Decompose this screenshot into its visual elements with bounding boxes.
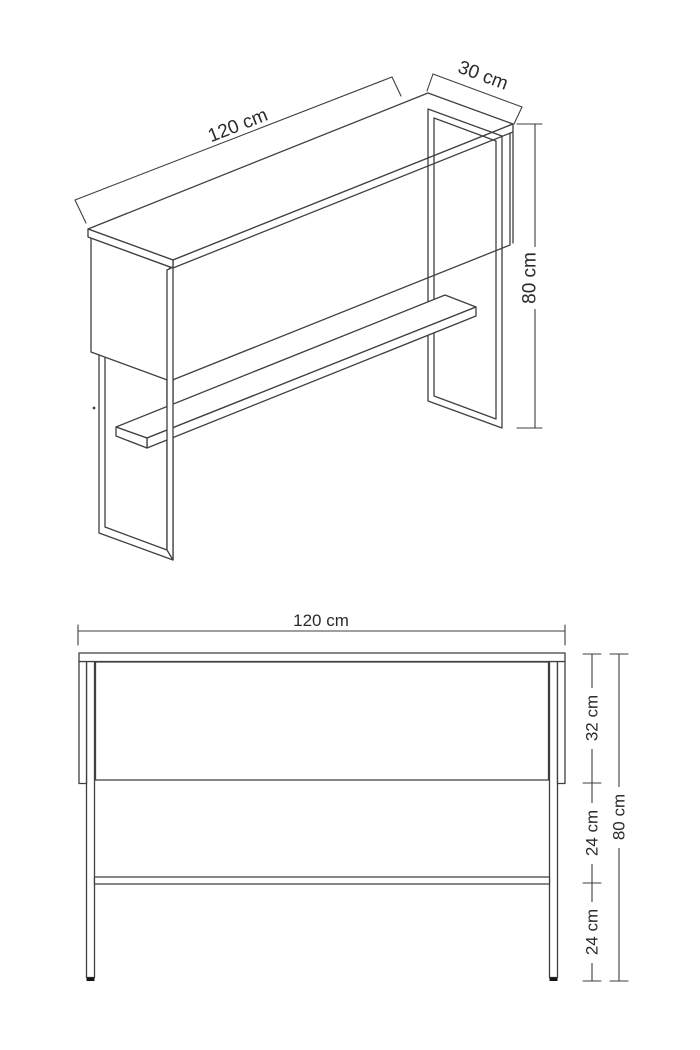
right-leg-foot bbox=[550, 978, 558, 982]
lower-shelf-front bbox=[95, 877, 550, 884]
dimension-label: 120 cm bbox=[293, 611, 349, 630]
body-panel bbox=[96, 662, 549, 780]
dimension-label: 80 cm bbox=[609, 793, 629, 841]
dimension-height-perspective bbox=[517, 124, 542, 428]
left-leg-front-bar bbox=[167, 267, 173, 560]
dimension-label: 24 cm bbox=[582, 809, 602, 857]
dimension-tick bbox=[392, 77, 401, 96]
dimension-label: 120 cm bbox=[205, 104, 271, 148]
dimension-sections bbox=[583, 654, 602, 981]
front-right-leg bbox=[550, 662, 558, 982]
top-slab-front bbox=[79, 653, 565, 662]
dimension-height-front bbox=[610, 654, 629, 981]
dimension-label: 30 cm bbox=[455, 56, 511, 95]
left-leg-foot bbox=[87, 978, 95, 982]
dimension-tick bbox=[75, 200, 86, 223]
fitting-dot bbox=[93, 407, 96, 410]
left-side-panel bbox=[79, 662, 87, 784]
front-left-leg bbox=[87, 662, 95, 982]
left-leg bbox=[87, 662, 95, 978]
right-side-panel bbox=[558, 662, 566, 784]
dimension-label: 32 cm bbox=[582, 694, 602, 742]
dimension-width-front bbox=[78, 611, 565, 645]
right-leg bbox=[550, 662, 558, 978]
dimension-label: 80 cm bbox=[519, 252, 541, 304]
perspective-view bbox=[75, 57, 542, 560]
dimension-tick bbox=[514, 107, 522, 124]
dimension-tick bbox=[427, 74, 433, 91]
dimension-label: 24 cm bbox=[582, 908, 602, 956]
front-view bbox=[78, 611, 629, 981]
